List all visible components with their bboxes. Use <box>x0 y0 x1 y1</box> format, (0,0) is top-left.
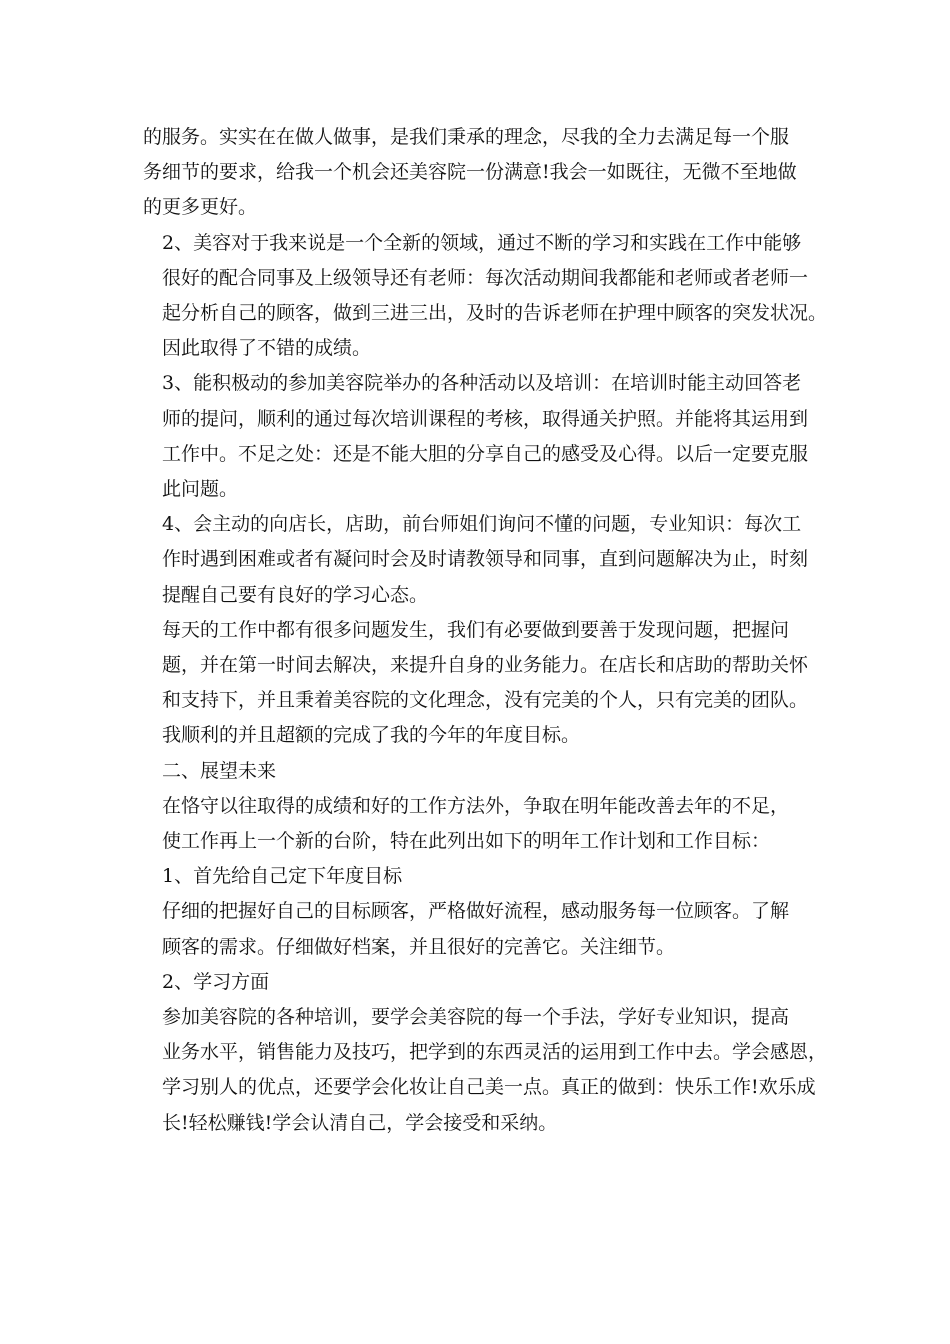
text-line: 工作中。不足之处：还是不能大胆的分享自己的感受及心得。以后一定要克服 <box>162 442 809 465</box>
text-line: 起分析自己的顾客，做到三进三出，及时的告诉老师在护理中顾客的突发状况。 <box>162 302 828 325</box>
text-line: 3、能积极动的参加美容院举办的各种活动以及培训：在培训时能主动回答老 <box>162 372 802 395</box>
text-line: 4、会主动的向店长，店助，前台师姐们询问不懂的问题，专业知识：每次工 <box>162 513 802 536</box>
paragraph <box>143 613 813 754</box>
paragraph <box>143 366 813 507</box>
paragraph <box>143 894 813 964</box>
paragraph <box>143 965 813 1000</box>
text-line: 的服务。实实在在做人做事，是我们秉承的理念，尽我的全力去满足每一个服 <box>143 126 790 148</box>
paragraph <box>143 1000 828 1141</box>
text-line: 在恪守以往取得的成绩和好的工作方法外，争取在明年能改善去年的不足， <box>162 794 790 817</box>
text-line: 每天的工作中都有很多问题发生，我们有必要做到要善于发现问题，把握问 <box>162 618 790 641</box>
text-line: 参加美容院的各种培训，要学会美容院的每一个手法，学好专业知识，提高 <box>162 1006 790 1029</box>
text-line: 和支持下，并且秉着美容院的文化理念，没有完美的个人，只有完美的团队。 <box>162 689 809 712</box>
text-line: 的更多更好。 <box>143 196 258 219</box>
paragraph <box>143 507 813 613</box>
text-line: 2、学习方面 <box>162 970 270 993</box>
paragraph <box>143 789 813 859</box>
text-line: 师的提问，顺利的通过每次培训课程的考核，取得通关护照。并能将其运用到 <box>162 407 809 430</box>
text-line: 顾客的需求。仔细做好档案，并且很好的完善它。关注细节。 <box>162 935 676 958</box>
paragraph <box>143 226 828 367</box>
text-line: 使工作再上一个新的台阶，特在此列出如下的明年工作计划和工作目标： <box>162 830 771 853</box>
text-line: 学习别人的优点，还要学会化妆让自己美一点。真正的做到：快乐工作!欢乐成 <box>162 1076 816 1099</box>
text-line: 作时遇到困难或者有凝问时会及时请教领导和同事，直到问题解决为止，时刻 <box>162 548 809 571</box>
text-line: 2、美容对于我来说是一个全新的领域，通过不断的学习和实践在工作中能够 <box>162 231 802 254</box>
paragraph <box>143 120 813 226</box>
text-line: 1、首先给自己定下年度目标 <box>162 865 403 888</box>
text-line: 题，并在第一时间去解决，来提升自身的业务能力。在店长和店助的帮助关怀 <box>162 654 809 677</box>
text-line: 很好的配合同事及上级领导还有老师：每次活动期间我都能和老师或者老师一 <box>162 266 809 289</box>
text-line: 提醒自己要有良好的学习心态。 <box>162 583 429 606</box>
text-line: 务细节的要求，给我一个机会还美容院一份满意!我会一如既往，无微不至地做 <box>143 161 797 184</box>
text-line: 因此取得了不错的成绩。 <box>162 337 372 360</box>
paragraph <box>143 754 813 789</box>
text-line: 长!轻松赚钱!学会认清自己，学会接受和采纳。 <box>162 1111 558 1134</box>
text-line: 二、展望未来 <box>162 759 277 782</box>
text-line: 此问题。 <box>162 478 239 501</box>
document-body <box>143 120 828 1141</box>
text-line: 业务水平，销售能力及技巧，把学到的东西灵活的运用到工作中去。学会感恩， <box>162 1041 828 1064</box>
text-line: 仔细的把握好自己的目标顾客，严格做好流程，感动服务每一位顾客。了解 <box>162 900 790 923</box>
paragraph <box>143 859 813 894</box>
text-line: 我顺利的并且超额的完成了我的今年的年度目标。 <box>162 724 581 747</box>
